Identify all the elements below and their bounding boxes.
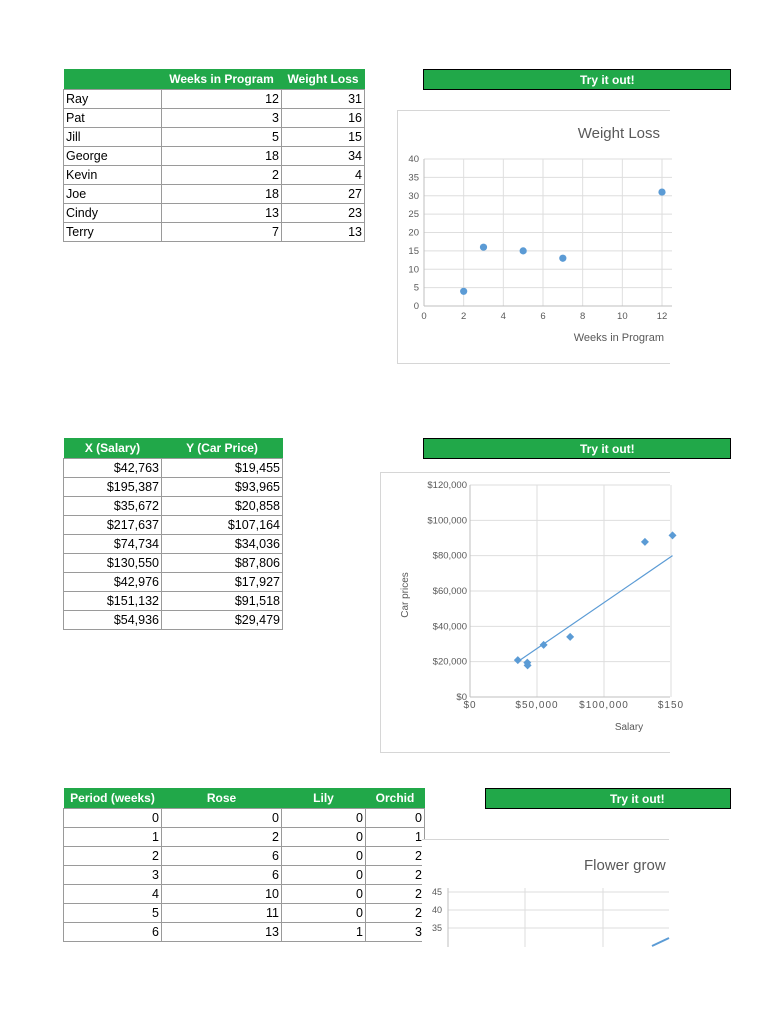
table-cell[interactable]: 3: [64, 866, 162, 885]
table-row: [64, 516, 283, 535]
header-cell: Period (weeks): [64, 788, 162, 809]
y-tick-label: 5: [413, 282, 419, 294]
try-it-out-bar[interactable]: [423, 438, 731, 459]
table-cell[interactable]: 7: [162, 223, 282, 242]
table-row: [64, 885, 425, 904]
table-cell[interactable]: $74,734: [64, 535, 162, 554]
data-point: [520, 247, 527, 254]
table-cell[interactable]: 11: [162, 904, 282, 923]
table-row: [64, 109, 365, 128]
data-point: [514, 656, 522, 664]
table-row: [64, 611, 283, 630]
table-cell[interactable]: 2: [366, 904, 425, 923]
flower-growth-table: [63, 788, 425, 942]
table-cell[interactable]: Ray: [64, 90, 162, 109]
table-cell[interactable]: 13: [162, 923, 282, 942]
table-cell[interactable]: $93,965: [162, 478, 283, 497]
x-tick-label: $150: [657, 700, 685, 711]
table-row: [64, 923, 425, 942]
table-cell[interactable]: $130,550: [64, 554, 162, 573]
table-cell[interactable]: 0: [282, 828, 366, 847]
table-cell[interactable]: 23: [282, 204, 365, 223]
y-tick-label: 10: [408, 264, 419, 276]
y-tick-label: $80,000: [432, 550, 467, 562]
table-cell[interactable]: 0: [282, 885, 366, 904]
table-row: [64, 535, 283, 554]
y-tick-label: 20: [408, 227, 419, 239]
try-it-out-label: Try it out!: [580, 73, 635, 87]
table-row: [64, 459, 283, 478]
table-cell[interactable]: $217,637: [64, 516, 162, 535]
header-cell: X (Salary): [64, 438, 162, 459]
table-cell[interactable]: 0: [64, 809, 162, 828]
table-cell[interactable]: 10: [162, 885, 282, 904]
table-cell[interactable]: $54,936: [64, 611, 162, 630]
table-cell[interactable]: Kevin: [64, 166, 162, 185]
table-cell[interactable]: $35,672: [64, 497, 162, 516]
y-tick-label: 40: [408, 154, 419, 165]
table-cell[interactable]: Pat: [64, 109, 162, 128]
try-it-out-bar[interactable]: [485, 788, 731, 809]
table-cell[interactable]: 4: [282, 166, 365, 185]
table-row: [64, 497, 283, 516]
y-tick-label: $100,000: [427, 515, 467, 527]
table-cell[interactable]: 0: [282, 809, 366, 828]
data-point: [658, 188, 665, 195]
y-tick-label: $0: [456, 692, 467, 703]
header-cell: [64, 69, 162, 90]
y-tick-label: $60,000: [432, 586, 467, 597]
table-cell[interactable]: 2: [162, 166, 282, 185]
table-cell[interactable]: 4: [64, 885, 162, 904]
table-row: [64, 147, 365, 166]
table-cell[interactable]: 18: [162, 147, 282, 166]
table-row: [64, 573, 283, 592]
y-tick-label: $20,000: [432, 656, 467, 668]
table-row: [64, 128, 365, 147]
table-cell[interactable]: $29,479: [162, 611, 283, 630]
x-tick-label: 2: [461, 311, 467, 322]
chart-title: Weight Loss: [577, 125, 660, 142]
table-cell[interactable]: Cindy: [64, 204, 162, 223]
table-cell[interactable]: $20,858: [162, 497, 283, 516]
table-cell[interactable]: 31: [282, 90, 365, 109]
table-row: [64, 554, 283, 573]
table-cell[interactable]: 0: [282, 847, 366, 866]
table-row: [64, 847, 425, 866]
table-row: [64, 866, 425, 885]
y-tick-label: 0: [413, 301, 419, 312]
table-cell[interactable]: $107,164: [162, 516, 283, 535]
y-tick-label: 25: [408, 209, 419, 221]
page-bottom-mask: [0, 947, 768, 1024]
table-cell[interactable]: 15: [282, 128, 365, 147]
table-cell[interactable]: Jill: [64, 128, 162, 147]
data-point: [566, 633, 574, 641]
x-axis-title: Salary: [614, 722, 644, 733]
table-row: [64, 90, 365, 109]
table-cell[interactable]: 0: [282, 866, 366, 885]
table-header-row: [64, 438, 283, 459]
series-line: [652, 938, 669, 946]
table-row: [64, 166, 365, 185]
x-tick-label: $0: [463, 700, 477, 711]
try-it-out-label: Try it out!: [580, 442, 635, 456]
salary-car-price-table: [63, 438, 283, 630]
try-it-out-label: Try it out!: [610, 792, 665, 806]
table-cell[interactable]: 2: [366, 885, 425, 904]
x-axis-title: Weeks in Program: [573, 332, 664, 344]
flower-growth-chart: [422, 839, 669, 950]
table-cell[interactable]: $34,036: [162, 535, 283, 554]
data-point: [480, 244, 487, 251]
salary-car-chart: [380, 472, 685, 753]
table-cell[interactable]: $42,976: [64, 573, 162, 592]
table-row: [64, 828, 425, 847]
table-row: [64, 592, 283, 611]
header-cell: Orchid: [366, 788, 425, 809]
header-cell: Lily: [282, 788, 366, 809]
table-row: [64, 204, 365, 223]
table-row: [64, 185, 365, 204]
table-cell[interactable]: 13: [282, 223, 365, 242]
table-row: [64, 478, 283, 497]
data-point: [641, 538, 649, 546]
chart-title: Flower grow: [584, 857, 666, 874]
table-cell[interactable]: 12: [162, 90, 282, 109]
table-cell[interactable]: 2: [64, 847, 162, 866]
weight-loss-chart-svg: [398, 111, 670, 363]
salary-car-chart-svg: [381, 473, 685, 752]
x-tick-label: 12: [656, 311, 668, 322]
table-cell[interactable]: 0: [282, 904, 366, 923]
table-cell[interactable]: 6: [162, 847, 282, 866]
x-tick-label: 0: [421, 311, 427, 322]
table-row: [64, 223, 365, 242]
table-cell[interactable]: $42,763: [64, 459, 162, 478]
x-tick-label: 8: [580, 311, 586, 322]
table-cell[interactable]: 2: [366, 847, 425, 866]
y-tick-label: 15: [408, 245, 419, 257]
y-tick-label: 35: [431, 923, 442, 933]
table-header-row: [64, 69, 365, 90]
data-point: [460, 288, 467, 295]
table-cell[interactable]: 3: [162, 109, 282, 128]
table-cell[interactable]: 0: [162, 809, 282, 828]
table-cell[interactable]: 2: [162, 828, 282, 847]
table-cell[interactable]: 27: [282, 185, 365, 204]
header-cell: Y (Car Price): [162, 438, 283, 459]
table-row: [64, 809, 425, 828]
table-cell[interactable]: 1: [282, 923, 366, 942]
header-cell: Weeks in Program: [162, 69, 282, 90]
y-tick-label: 30: [408, 190, 419, 202]
table-cell[interactable]: 1: [64, 828, 162, 847]
y-tick-label: 45: [431, 887, 442, 897]
table-header-row: [64, 788, 425, 809]
x-tick-label: 4: [500, 311, 506, 322]
table-cell[interactable]: $87,806: [162, 554, 283, 573]
table-row: [64, 904, 425, 923]
table-cell[interactable]: Terry: [64, 223, 162, 242]
table-cell[interactable]: 1: [366, 828, 425, 847]
y-tick-label: $40,000: [432, 621, 467, 633]
y-tick-label: $120,000: [427, 480, 467, 491]
table-cell[interactable]: $151,132: [64, 592, 162, 611]
table-cell[interactable]: 5: [162, 128, 282, 147]
weight-loss-chart: [397, 110, 670, 364]
table-cell[interactable]: $17,927: [162, 573, 283, 592]
table-cell[interactable]: 3: [366, 923, 425, 942]
table-cell[interactable]: $195,387: [64, 478, 162, 497]
table-cell[interactable]: 0: [366, 809, 425, 828]
table-cell[interactable]: 34: [282, 147, 365, 166]
table-cell[interactable]: 6: [162, 866, 282, 885]
flower-growth-chart-svg: [422, 840, 669, 950]
data-point: [559, 255, 566, 262]
table-cell[interactable]: Joe: [64, 185, 162, 204]
y-tick-label: 35: [408, 172, 419, 184]
x-tick-label: 10: [617, 311, 628, 322]
table-cell[interactable]: 16: [282, 109, 365, 128]
x-tick-label: 6: [540, 311, 546, 322]
table-cell[interactable]: 6: [64, 923, 162, 942]
weight-loss-table: [63, 69, 365, 242]
table-cell[interactable]: 18: [162, 185, 282, 204]
data-point: [669, 531, 677, 539]
try-it-out-bar[interactable]: [423, 69, 731, 90]
y-tick-label: 40: [431, 905, 442, 915]
table-cell[interactable]: $19,455: [162, 459, 283, 478]
y-axis-title: Car prices: [400, 572, 411, 618]
table-cell[interactable]: $91,518: [162, 592, 283, 611]
table-cell[interactable]: 2: [366, 866, 425, 885]
table-cell[interactable]: George: [64, 147, 162, 166]
header-cell: Rose: [162, 788, 282, 809]
header-cell: Weight Loss: [282, 69, 365, 90]
table-cell[interactable]: 13: [162, 204, 282, 223]
x-tick-label: $50,000: [515, 700, 559, 711]
table-cell[interactable]: 5: [64, 904, 162, 923]
x-tick-label: $100,000: [579, 700, 629, 711]
